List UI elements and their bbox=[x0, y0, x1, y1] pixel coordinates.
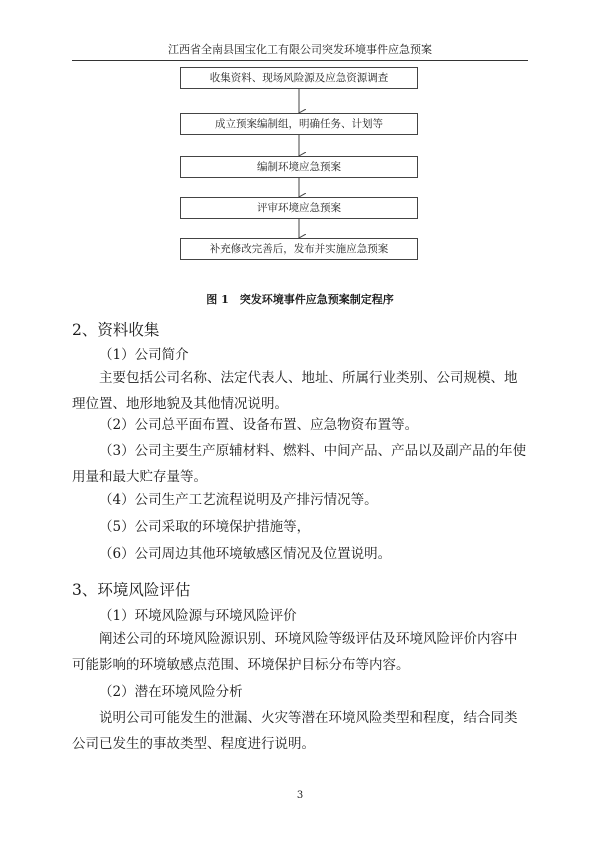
section-3-item-1-text: 阐述公司的环境风险源识别、环境风险等级评估及环境风险评价内容中可能影响的环境敏感点范围、环境保护目标分布等内容。 bbox=[72, 631, 518, 673]
section-3-item-2-text: 说明公司可能发生的泄漏、火灾等潜在环境风险类型和程度，结合同类公司已发生的事故类型、程度进行说明。 bbox=[72, 710, 518, 752]
flow-step-collect-data: 收集资料、现场风险源及应急资源调查 bbox=[180, 67, 418, 89]
section-2-item-1-label: （1）公司简介 bbox=[99, 347, 189, 363]
flow-step-publish-plan: 补充修改完善后，发布并实施应急预案 bbox=[180, 238, 418, 260]
section-3-item-2-label: （2）潜在环境风险分析 bbox=[99, 684, 243, 700]
section-2-heading: 2、资料收集 bbox=[72, 321, 160, 339]
section-2-item-6: （6）公司周边其他环境敏感区情况及位置说明。 bbox=[99, 546, 392, 562]
figure-caption: 图 1 突发环境事件应急预案制定程序 bbox=[206, 293, 394, 306]
page-header: 江西省全南县国宝化工有限公司突发环境事件应急预案 bbox=[168, 43, 432, 56]
section-2-item-1-text: 主要包括公司名称、法定代表人、地址、所属行业类别、公司规模、地理位置、地形地貌及其他情况说明。 bbox=[72, 370, 518, 412]
section-2-item-3: （3）公司主要生产原辅材料、燃料、中间产品、产品以及副产品的年使用量和最大贮存量等。 bbox=[72, 443, 527, 485]
section-2-item-5: （5）公司采取的环境保护措施等， bbox=[99, 519, 311, 535]
page-number: 3 bbox=[296, 790, 304, 801]
section-3-heading: 3、环境风险评估 bbox=[72, 581, 191, 599]
flow-step-form-team: 成立预案编制组，明确任务、计划等 bbox=[180, 113, 418, 135]
section-2-item-4: （4）公司生产工艺流程说明及产排污情况等。 bbox=[99, 492, 378, 508]
flow-step-review-plan: 评审环境应急预案 bbox=[180, 197, 418, 219]
section-3-item-1-label: （1）环境风险源与环境风险评价 bbox=[99, 608, 297, 624]
flow-step-compile-plan: 编制环境应急预案 bbox=[180, 156, 418, 178]
section-2-item-2: （2）公司总平面布置、设备布置、应急物资布置等。 bbox=[99, 417, 419, 433]
